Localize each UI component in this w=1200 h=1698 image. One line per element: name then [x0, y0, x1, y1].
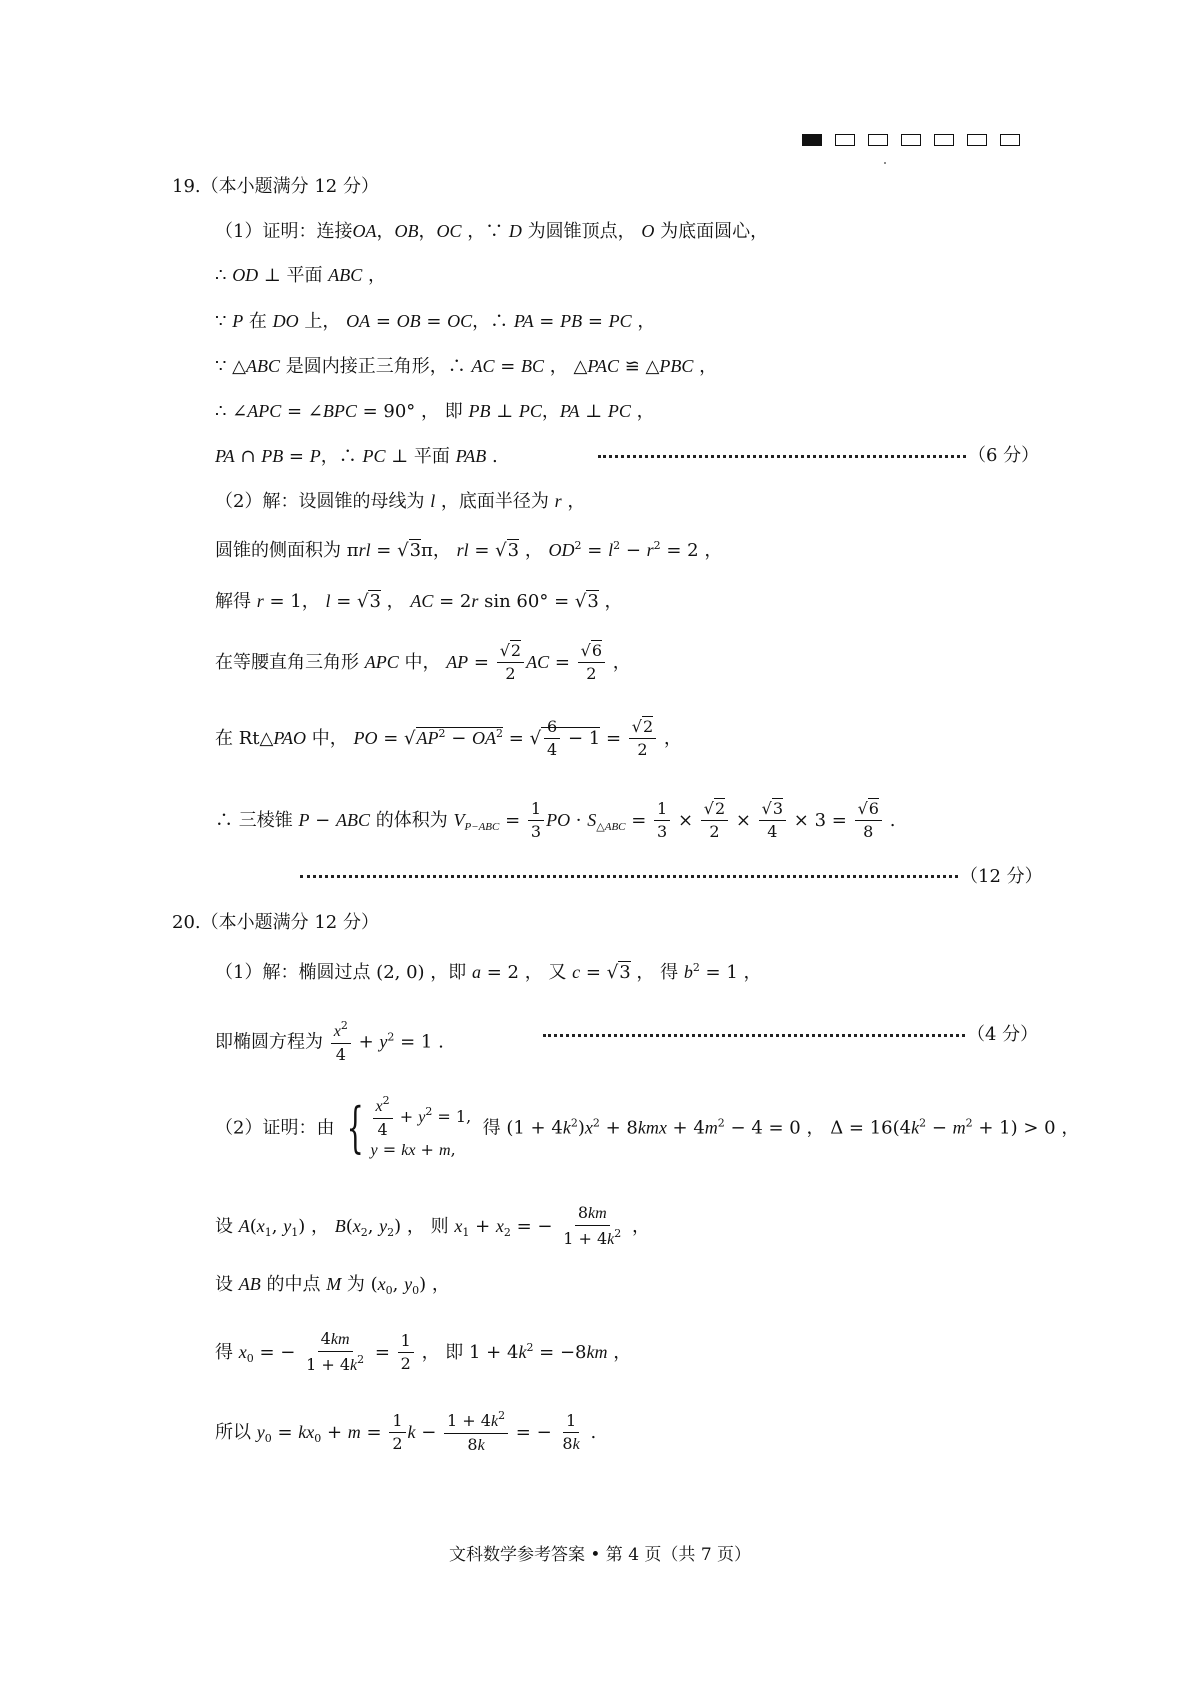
progress-square-filled: [802, 134, 822, 146]
score-label: （12 分）: [960, 866, 1043, 887]
progress-square: [901, 134, 921, 146]
q20-line-6: 得 $x_0$ = − $\frac{4km}{1 + 4k^2}$ = $\frac{1}{2}$ ， 即 $1 + 4k^2 = -8km$ ，: [215, 1329, 632, 1375]
q19-line-10: 在等腰直角三角形 APC 中， AP = √ $\frac{2}{2}$ AC = √ $\frac{6}{2}$ ，: [215, 642, 631, 684]
progress-square: [868, 134, 888, 146]
page-progress-indicator: [802, 134, 1020, 146]
q19-line-9: 解得 r = 1， l = √ 3 ， AC = 2r sin 60° = √ 3 ，: [215, 592, 623, 611]
q19-line-11: 在 Rt△PAO 中， PO = √ $AP^2 - OA^2$ = √ $\frac{6}{4}$ − 1 = √ $\frac{2}{2}$ ，: [215, 718, 682, 760]
page-footer: 文科数学参考答案 • 第 4 页（共 7 页）: [448, 1545, 752, 1565]
q19-line-1: （1）证明：连接OA，OB，OC ，∵ D 为圆锥顶点， O 为底面圆心，: [215, 221, 769, 242]
q20-line-5: 设 AB 的中点 M 为 ($x_0$, $y_0$) ，: [215, 1274, 450, 1297]
stray-dot: [884, 162, 886, 164]
progress-square: [967, 134, 987, 146]
score-label: （4 分）: [967, 1024, 1039, 1045]
progress-square: [835, 134, 855, 146]
q19-line-2: ∴ OD ⊥ 平面 ABC ，: [215, 265, 387, 286]
q19-line-6: PA ∩ PB = P，∴ PC ⊥ 平面 PAB .: [215, 446, 498, 467]
q19-line-5: ∴ ∠APC = ∠BPC = 90° ， 即 PB ⊥ PC，PA ⊥ PC ，: [215, 401, 655, 422]
q20-line-7: 所以 $y_0 = kx_0 + m$ = $\frac{1}{2}$ k − $\frac{1 + 4k^2}{8k}$ = − $\frac{1}{8k}$ .: [215, 1409, 597, 1455]
q19-line-3: ∵ P 在 DO 上， OA = OB = OC，∴ PA = PB = PC ，: [215, 311, 656, 332]
progress-square: [1000, 134, 1020, 146]
q19-line-7: （2）解：设圆锥的母线为 l ，底面半径为 r ，: [215, 491, 586, 512]
q20-line-4: 设 $A(x_1$, $y_1$) ， $B(x_2$, $y_2$) ， 则 $x_1 + x_2$ = − $\frac{8km}{1 + 4k^2}$ ，: [215, 1203, 651, 1249]
dot-leader: [300, 875, 958, 878]
score-label: （6 分）: [968, 445, 1040, 466]
dot-leader: [598, 455, 966, 458]
q20-line-2: 即椭圆方程为 $\frac{x^2}{4}$ + $y^2 = 1$ .: [215, 1019, 444, 1065]
q19-line-4: ∵ △ABC 是圆内接正三角形，∴ AC = BC ， △PAC ≌ △PBC ，: [215, 356, 718, 377]
progress-square: [934, 134, 954, 146]
q20-line-3: （2）证明：由 { $\frac{x^2}{4}$ + $y^2 = 1$, y = kx + m, 得 $(1 + 4k^2)x^2 + 8kmx + 4m^2 - 4 = 0$ ， $\Delta = 16(4k^2 - m^2 + 1) > 0$ ，: [215, 1094, 1080, 1160]
dot-leader: [543, 1034, 965, 1037]
q19-title: 19.（本小题满分 12 分）: [172, 176, 379, 197]
q19-line-8: 圆锥的侧面积为 πrl = √ 3π， rl = √ 3 ， $OD^2 = l^2 - r^2 = 2$ ，: [215, 540, 722, 560]
q20-line-1: （1）解：椭圆过点 (2, 0) ，即 a = 2 ， 又 c = √ 3 ， 得 $b^2 = 1$ ，: [215, 962, 762, 982]
q20-title: 20.（本小题满分 12 分）: [172, 912, 379, 933]
q19-line-12: ∴ 三棱锥 P − ABC 的体积为 $V_{P-ABC}$ = $\frac{1}{3}$ PO · $S_{\triangle ABC}$ = $\frac{1}{3}$ × √ $\frac{2}{2}$ × √ $\frac{3}{4}$ × 3 = √ $\frac{6}{8}$ .: [215, 800, 895, 842]
